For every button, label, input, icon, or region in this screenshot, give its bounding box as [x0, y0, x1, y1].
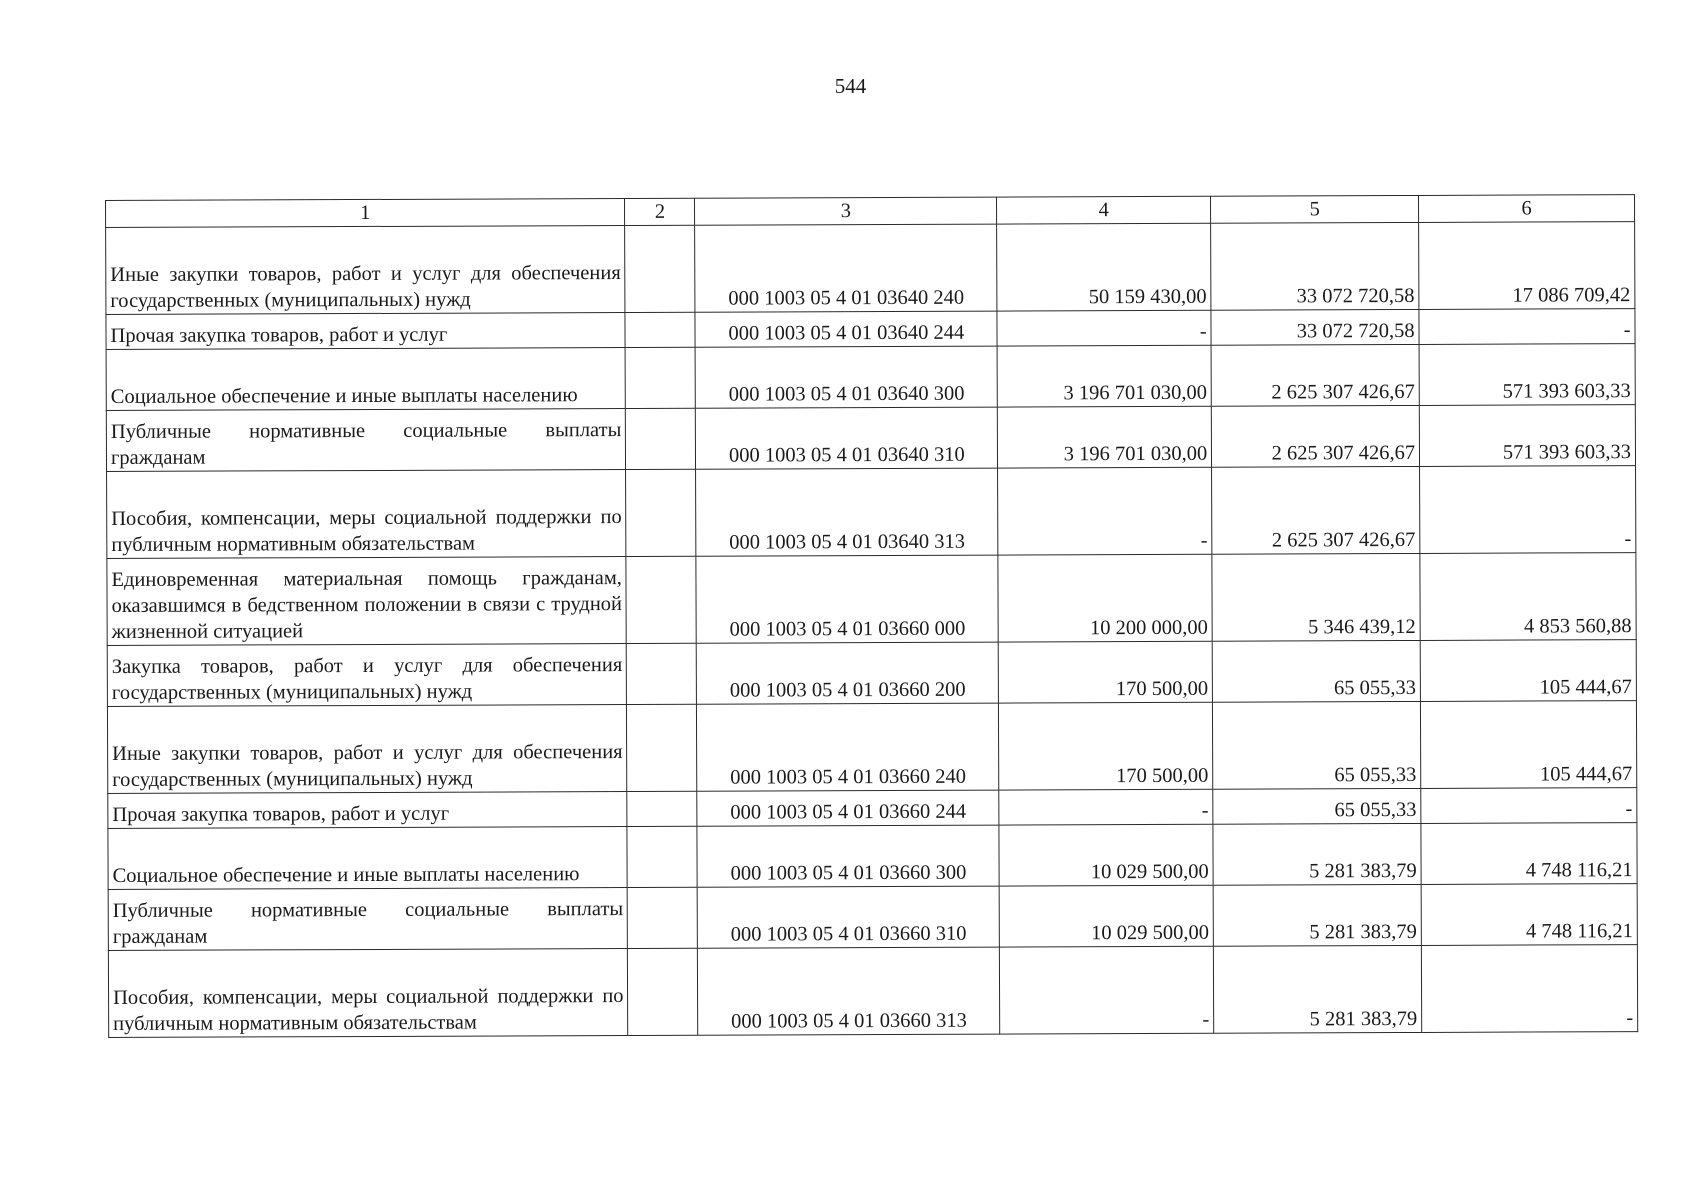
row-code: 000 1003 05 4 01 03660 310 — [698, 886, 1000, 948]
table-row — [106, 222, 1635, 315]
row-name: Иные закупки товаров, работ и услуг для обеспечения государственных (муниципальных) нужд — [106, 226, 626, 315]
row-code: 000 1003 05 4 01 03660 300 — [697, 825, 999, 887]
table-row — [106, 309, 1635, 350]
row-name: Единовременная материальная помощь гражданам, оказавшимся в бедственном положении в связи с трудной жизненной ситуацией — [107, 557, 627, 646]
column-header-5: 5 — [1211, 195, 1419, 223]
row-col6: 571 393 603,33 — [1419, 405, 1635, 467]
row-name: Пособия, компенсации, меры социальной поддержки по публичным нормативным обязательствам — [108, 948, 628, 1037]
row-col5: 65 055,33 — [1213, 701, 1421, 789]
row-code: 000 1003 05 4 01 03660 200 — [697, 642, 999, 704]
row-col2 — [627, 791, 697, 826]
row-col2 — [626, 408, 696, 469]
row-name: Публичные нормативные социальные выплаты гражданам — [106, 409, 626, 472]
table-row — [108, 788, 1637, 829]
table-row — [108, 945, 1637, 1038]
row-col6: - — [1419, 309, 1635, 345]
row-col4: 10 200 000,00 — [998, 554, 1212, 642]
table-row — [108, 823, 1637, 890]
row-col4: 170 500,00 — [999, 702, 1213, 790]
row-col6: - — [1420, 466, 1636, 554]
row-col4: 3 196 701 030,00 — [997, 345, 1211, 407]
row-code: 000 1003 05 4 01 03640 313 — [696, 468, 998, 556]
budget-table — [105, 194, 1638, 1038]
row-col5: 2 625 307 426,67 — [1211, 405, 1419, 467]
row-name: Прочая закупка товаров, работ и услуг — [108, 791, 628, 828]
row-col6: 105 444,67 — [1421, 701, 1637, 789]
table-row — [106, 405, 1635, 472]
row-name: Социальное обеспечение и иные выплаты населению — [108, 826, 628, 889]
table-row — [106, 344, 1635, 411]
page-number: 544 — [834, 74, 867, 98]
row-col6: 571 393 603,33 — [1419, 344, 1635, 406]
table-row — [107, 701, 1636, 794]
row-col2 — [625, 312, 695, 347]
row-col5: 33 072 720,58 — [1211, 222, 1419, 310]
row-code: 000 1003 05 4 01 03660 244 — [697, 790, 999, 826]
row-col4: 3 196 701 030,00 — [998, 406, 1212, 468]
row-col4: - — [1000, 946, 1214, 1034]
row-col6: 4 748 116,21 — [1421, 823, 1637, 885]
row-col4: 10 029 500,00 — [999, 824, 1213, 886]
column-header-3: 3 — [695, 197, 997, 225]
row-name: Иные закупки товаров, работ и услуг для обеспечения государственных (муниципальных) нужд — [107, 704, 627, 793]
row-col5: 2 625 307 426,67 — [1212, 466, 1420, 554]
row-col4: - — [999, 789, 1213, 825]
row-col2 — [626, 556, 696, 643]
row-col4: - — [997, 310, 1211, 346]
row-col6: 4 748 116,21 — [1421, 884, 1637, 946]
row-col2 — [625, 225, 695, 312]
row-col2 — [627, 643, 697, 704]
table-row — [107, 553, 1636, 646]
row-col4: 170 500,00 — [998, 641, 1212, 703]
row-code: 000 1003 05 4 01 03660 240 — [697, 703, 999, 791]
row-col5: 2 625 307 426,67 — [1211, 344, 1419, 406]
row-name: Закупка товаров, работ и услуг для обеспечения государственных (муниципальных) нужд — [107, 644, 627, 707]
row-col6: 4 853 560,88 — [1420, 553, 1636, 641]
row-code: 000 1003 05 4 01 03640 240 — [695, 224, 997, 312]
row-col2 — [627, 704, 697, 791]
row-col5: 5 281 383,79 — [1213, 823, 1421, 885]
row-col6: 17 086 709,42 — [1419, 222, 1635, 310]
row-col2 — [628, 887, 698, 948]
row-col2 — [626, 347, 696, 408]
row-col4: 10 029 500,00 — [999, 885, 1213, 947]
row-code: 000 1003 05 4 01 03640 300 — [695, 346, 997, 408]
row-col2 — [626, 469, 696, 556]
row-name: Социальное обеспечение и иные выплаты населению — [106, 348, 626, 411]
table-row — [107, 466, 1636, 559]
row-col5: 65 055,33 — [1213, 788, 1421, 824]
row-col6: - — [1421, 788, 1637, 824]
row-code: 000 1003 05 4 01 03640 310 — [696, 407, 998, 469]
row-code: 000 1003 05 4 01 03660 313 — [698, 947, 1000, 1035]
column-header-6: 6 — [1419, 195, 1635, 223]
column-header-1: 1 — [106, 199, 626, 228]
row-col5: 33 072 720,58 — [1211, 309, 1419, 345]
row-code: 000 1003 05 4 01 03640 244 — [695, 311, 997, 347]
row-col5: 65 055,33 — [1212, 640, 1420, 702]
table-row — [108, 884, 1637, 951]
row-name: Публичные нормативные социальные выплаты гражданам — [108, 887, 628, 950]
column-header-4: 4 — [997, 196, 1211, 224]
row-col4: - — [998, 467, 1212, 555]
row-col4: 50 159 430,00 — [997, 223, 1211, 311]
row-code: 000 1003 05 4 01 03660 000 — [696, 555, 998, 643]
row-col5: 5 346 439,12 — [1212, 553, 1420, 641]
column-header-2: 2 — [625, 198, 695, 225]
row-col5: 5 281 383,79 — [1213, 884, 1421, 946]
row-col6: 105 444,67 — [1420, 640, 1636, 702]
table-row — [107, 640, 1636, 707]
row-col6: - — [1421, 945, 1637, 1033]
row-name: Пособия, компенсации, меры социальной поддержки по публичным нормативным обязательствам — [107, 470, 627, 559]
row-col2 — [627, 826, 697, 887]
row-name: Прочая закупка товаров, работ и услуг — [106, 313, 626, 350]
row-col2 — [628, 948, 698, 1035]
row-col5: 5 281 383,79 — [1214, 945, 1422, 1033]
